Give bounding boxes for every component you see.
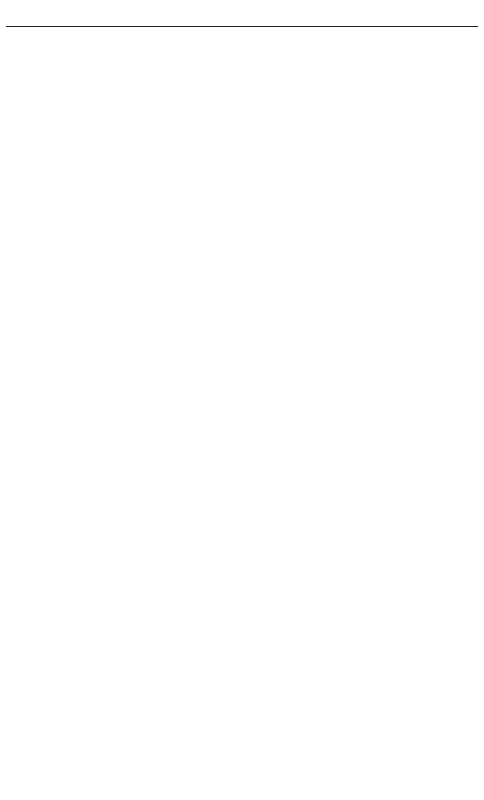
page-header (6, 2, 478, 22)
header-rule (6, 26, 478, 27)
